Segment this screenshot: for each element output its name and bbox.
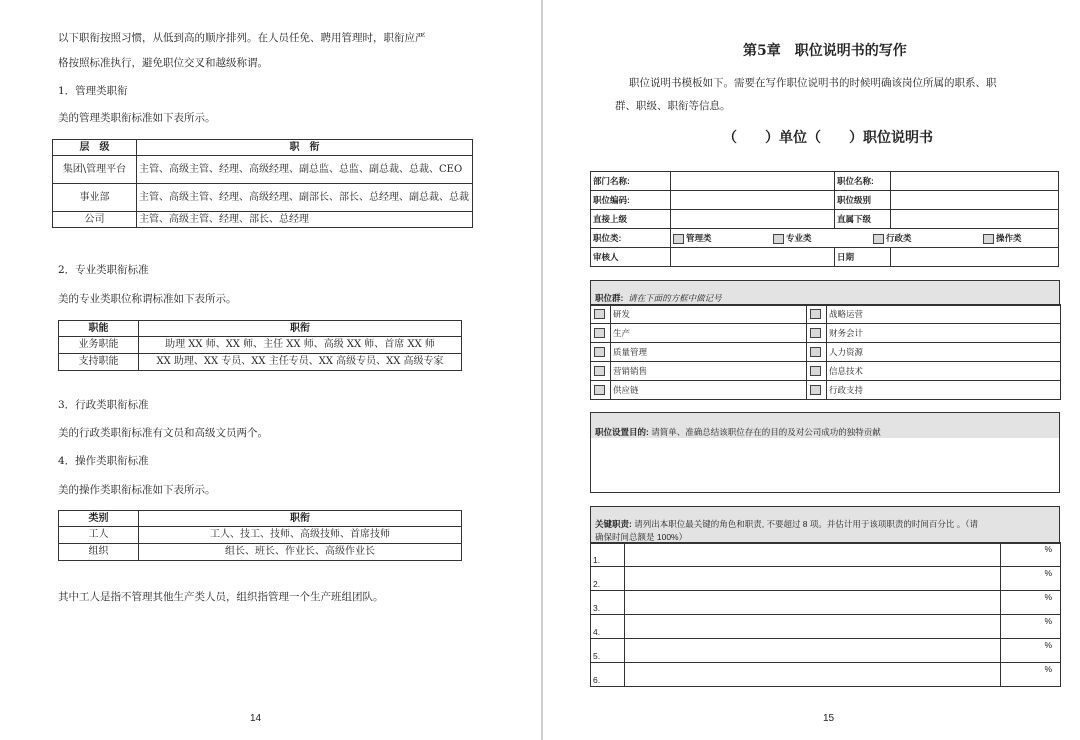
section2-title: 2．专业类职衔标准 xyxy=(58,264,149,276)
checkbox-icon[interactable] xyxy=(594,347,605,357)
table-header: 层 级 xyxy=(53,140,137,156)
table-header: 职 衔 xyxy=(137,140,473,156)
checkbox-icon[interactable] xyxy=(810,328,821,338)
duty-percent: % xyxy=(1001,567,1061,591)
chapter-title: 第5章 职位说明书的写作 xyxy=(743,43,907,59)
date-value[interactable] xyxy=(891,248,1059,267)
intro-line-2: 格按照标准执行，避免职位交叉和越级称谓。 xyxy=(58,57,268,69)
job-group-item: 营销销售 xyxy=(611,362,807,381)
category-option[interactable]: 管理类 xyxy=(673,232,773,244)
checkbox-icon[interactable] xyxy=(873,234,884,244)
section1-desc: 美的管理类职衔标准如下表所示。 xyxy=(58,112,216,124)
duty-percent: % xyxy=(1001,663,1061,687)
dept-label: 部门名称: xyxy=(591,172,671,191)
category-option[interactable]: 专业类 xyxy=(773,232,873,244)
checkbox-icon[interactable] xyxy=(673,234,684,244)
page-number: 15 xyxy=(823,713,835,724)
reviewer-label: 审核人 xyxy=(591,248,671,267)
category-option[interactable]: 操作类 xyxy=(983,232,1022,244)
table-header: 类别 xyxy=(59,511,139,527)
purpose-label: 职位设置目的: xyxy=(595,427,649,437)
superior-label: 直接上级 xyxy=(591,210,671,229)
duties-header xyxy=(590,506,1060,544)
duty-percent: % xyxy=(1001,591,1061,615)
checkbox-icon[interactable] xyxy=(594,366,605,376)
intro-line-2: 群、职级、职衔等信息。 xyxy=(615,100,731,112)
table-cell: 事业部 xyxy=(53,184,137,212)
duty-input[interactable] xyxy=(625,615,1001,639)
intro-line-1: 职位说明书模板如下。需要在写作职位说明书的时候明确该岗位所属的职系、职 xyxy=(629,77,997,89)
duty-input[interactable] xyxy=(625,591,1001,615)
closing-text: 其中工人是指不管理其他生产类人员，组织指管理一个生产班组团队。 xyxy=(58,591,384,603)
duties-label: 关键职责: xyxy=(595,519,632,529)
intro-line-1: 以下职衔按照习惯，从低到高的顺序排列。在人员任免、聘用管理时，职衔应严 xyxy=(58,32,426,44)
date-label: 日期 xyxy=(835,248,891,267)
category-options xyxy=(671,229,1059,248)
job-group-label: 职位群: xyxy=(595,293,624,303)
duty-percent: % xyxy=(1001,639,1061,663)
position-name-value[interactable] xyxy=(891,172,1059,191)
table-cell: 主管、高级主管、经理、部长、总经理 xyxy=(137,212,473,228)
duty-input[interactable] xyxy=(625,543,1001,567)
section1-title: 1．管理类职衔 xyxy=(58,85,128,97)
position-code-value[interactable] xyxy=(671,191,835,210)
duty-input[interactable] xyxy=(625,567,1001,591)
duties-hint-2: 确保时间总额是 100%） xyxy=(595,532,688,542)
purpose-input-area[interactable] xyxy=(590,438,1060,493)
duty-percent: % xyxy=(1001,615,1061,639)
table-cell: 支持职能 xyxy=(59,354,139,371)
duties-table xyxy=(590,542,1061,687)
job-group-header xyxy=(590,280,1060,306)
table-cell: 主管、高级主管、经理、高级经理、副部长、部长、总经理、副总裁、总裁 xyxy=(137,184,473,212)
job-group-table xyxy=(590,304,1061,400)
table-cell: XX 助理、XX 专员、XX 主任专员、XX 高级专员、XX 高级专家 xyxy=(139,354,462,371)
duty-input[interactable] xyxy=(625,663,1001,687)
checkbox-icon[interactable] xyxy=(594,385,605,395)
table-header: 职衔 xyxy=(139,511,462,527)
position-info-table xyxy=(590,171,1059,267)
management-title-table xyxy=(52,139,473,228)
subordinate-label: 直属下级 xyxy=(835,210,891,229)
checkbox-icon[interactable] xyxy=(810,385,821,395)
job-group-hint: 请在下面的方框中做记号 xyxy=(628,293,722,303)
duty-number: 5. xyxy=(591,639,625,663)
job-group-item: 生产 xyxy=(611,324,807,343)
checkbox-icon[interactable] xyxy=(810,347,821,357)
table-cell: 组长、班长、作业长、高级作业长 xyxy=(139,544,462,561)
job-group-item: 研发 xyxy=(611,305,807,324)
table-cell: 公司 xyxy=(53,212,137,228)
purpose-header xyxy=(590,412,1060,440)
position-name-label: 职位名称: xyxy=(835,172,891,191)
section2-desc: 美的专业类职位称谓标准如下表所示。 xyxy=(58,293,237,305)
duty-number: 6. xyxy=(591,663,625,687)
reviewer-value[interactable] xyxy=(671,248,835,267)
superior-value[interactable] xyxy=(671,210,835,229)
dept-value[interactable] xyxy=(671,172,835,191)
checkbox-icon[interactable] xyxy=(594,328,605,338)
page-number: 14 xyxy=(250,713,262,724)
table-header: 职衔 xyxy=(139,321,462,337)
table-cell: 业务职能 xyxy=(59,337,139,354)
job-group-item: 人力资源 xyxy=(827,343,1061,362)
table-cell: 组织 xyxy=(59,544,139,561)
job-group-item: 战略运营 xyxy=(827,305,1061,324)
checkbox-icon[interactable] xyxy=(773,234,784,244)
job-group-item: 供应链 xyxy=(611,381,807,400)
duty-input[interactable] xyxy=(625,639,1001,663)
page-15 xyxy=(543,0,1080,740)
duty-number: 4. xyxy=(591,615,625,639)
table-cell: 主管、高级主管、经理、高级经理、副总监、总监、副总裁、总裁、CEO xyxy=(137,156,473,184)
job-group-item: 信息技术 xyxy=(827,362,1061,381)
section3-desc: 美的行政类职衔标准有文员和高级文员两个。 xyxy=(58,427,268,439)
position-level-value[interactable] xyxy=(891,191,1059,210)
duties-hint-1: 请列出本职位最关键的角色和职责, 不要超过 8 项。并估计用于该项职责的时间百分比 。（请 xyxy=(634,519,979,529)
checkbox-icon[interactable] xyxy=(810,309,821,319)
subordinate-value[interactable] xyxy=(891,210,1059,229)
checkbox-icon[interactable] xyxy=(983,234,994,244)
position-level-label: 职位级别 xyxy=(835,191,891,210)
table-cell: 助理 XX 师、XX 师、主任 XX 师、高级 XX 师、首席 XX 师 xyxy=(139,337,462,354)
purpose-hint: 请简单、准确总结该职位存在的目的及对公司成功的独特贡献 xyxy=(651,427,881,437)
table-cell: 工人 xyxy=(59,527,139,544)
duty-number: 1. xyxy=(591,543,625,567)
section3-title: 3．行政类职衔标准 xyxy=(58,399,149,411)
table-cell: 集团\管理平台 xyxy=(53,156,137,184)
position-code-label: 职位编码: xyxy=(591,191,671,210)
job-group-item: 质量管理 xyxy=(611,343,807,362)
table-header: 职能 xyxy=(59,321,139,337)
table-cell: 工人、技工、技师、高级技师、首席技师 xyxy=(139,527,462,544)
checkbox-icon[interactable] xyxy=(594,309,605,319)
category-label: 职位类: xyxy=(591,229,671,248)
checkbox-icon[interactable] xyxy=(810,366,821,376)
operation-title-table xyxy=(58,510,462,561)
category-option[interactable]: 行政类 xyxy=(873,232,983,244)
duty-number: 2. xyxy=(591,567,625,591)
form-title: （ ）单位（ ）职位说明书 xyxy=(723,130,933,146)
section4-desc: 美的操作类职衔标准如下表所示。 xyxy=(58,484,216,496)
duty-number: 3. xyxy=(591,591,625,615)
job-group-item: 财务会计 xyxy=(827,324,1061,343)
section4-title: 4．操作类职衔标准 xyxy=(58,455,149,467)
job-group-item: 行政支持 xyxy=(827,381,1061,400)
professional-title-table xyxy=(58,320,462,371)
duty-percent: % xyxy=(1001,543,1061,567)
